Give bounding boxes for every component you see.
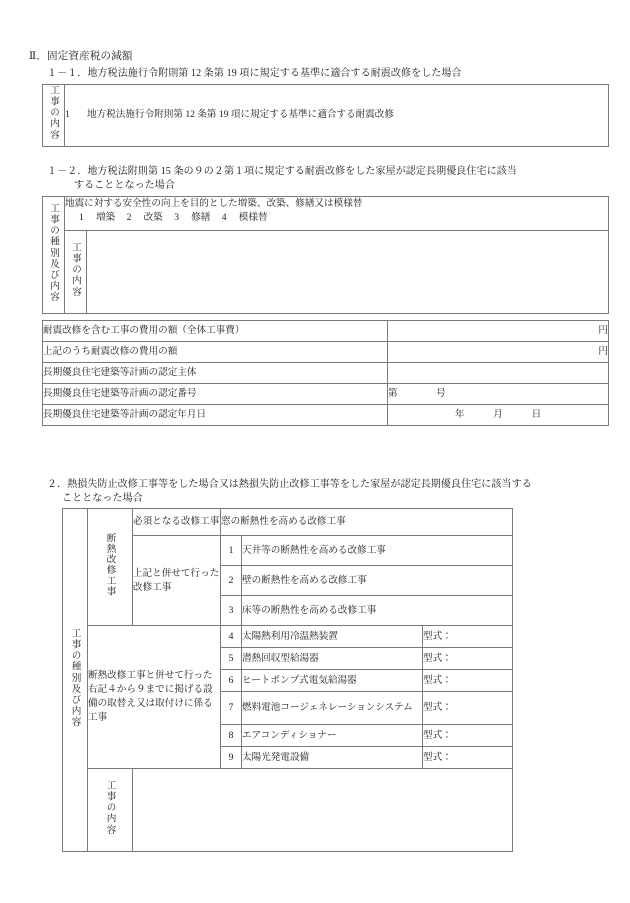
choice-number: 2 [126, 212, 132, 223]
choice-list [65, 211, 608, 225]
choice-label: 修繕 [191, 212, 211, 223]
equipment-item-text: ヒートポンプ式電気給湯器 [242, 670, 423, 692]
equipment-model-field[interactable] [423, 725, 513, 747]
model-label: 型式： [423, 674, 452, 686]
row-label-koji-naiyo [65, 231, 87, 314]
page-title: Ⅱ．固定資産税の減額 [29, 51, 133, 62]
section-1-2-heading-line1: １－２．地方税法附則第 15 条の９の２第１項に規定する耐震改修をした家屋が認定長期優良住宅に該当 [47, 166, 517, 177]
section-1-2-detail-table [42, 320, 609, 426]
equipment-item-number[interactable]: 7 [221, 692, 242, 725]
detail-row-label: 耐震改修を含む工事の費用の額（全体工事費） [43, 321, 388, 342]
section-1-2-heading-line2: することとなった場合 [74, 180, 175, 191]
vertical-label: 工事の内容 [48, 85, 59, 141]
choice-option[interactable] [222, 211, 268, 225]
section-2-heading-line1: ２．熱損失防止改修工事等をした場合又は熱損失防止改修工事等をした家屋が認定長期優良住宅に該当する [47, 479, 532, 490]
combined-renovation-label: 上記と併せて行った改修工事 [133, 536, 221, 626]
equipment-group-label: 断熱改修工事と併せて行った右記４から９までに掲げる設備の取替え又は取付けに係る工事 [88, 626, 221, 769]
model-label: 型式： [423, 729, 452, 741]
required-renovation-label: 必須となる改修工事 [133, 509, 221, 536]
item-number: 1 [65, 109, 70, 121]
equipment-item-text: エアコンディショナー [242, 725, 423, 747]
vertical-label: 工事の内容 [104, 779, 116, 836]
table-row [63, 509, 513, 536]
required-renovation-text: 窓の断熱性を高める改修工事 [221, 509, 513, 536]
vertical-label: 工事の内容 [70, 241, 81, 298]
unit-yen: 円 [598, 346, 608, 357]
model-label: 型式： [423, 702, 452, 713]
table-row [63, 626, 513, 648]
equipment-item-number[interactable]: 9 [221, 747, 242, 769]
choice-label: 模様替 [238, 212, 268, 223]
group-label-dannetsu-kaishu-koji [88, 509, 133, 626]
equipment-item-number[interactable]: 4 [221, 626, 242, 648]
koji-naiyo-input[interactable] [87, 231, 609, 314]
row-label-koji-shubetsu-oyobi-naiyo [43, 197, 65, 314]
detail-row-value-yen[interactable] [388, 342, 609, 363]
detail-row-value-authority[interactable] [388, 363, 609, 384]
section-1-1-table [42, 84, 609, 147]
model-label: 型式： [423, 652, 452, 664]
section-1-2-table [42, 196, 609, 314]
unit-number: 第 号 [388, 388, 446, 399]
row-label-koji-naiyo [43, 85, 65, 147]
top-text: 地震に対する安全性の向上を目的とした増築、改築、修繕又は模様替 [65, 198, 363, 209]
equipment-model-field[interactable] [423, 747, 513, 769]
row-label-koji-shubetsu-oyobi-naiyo [63, 509, 88, 852]
combined-item-text: 天井等の断熱性を高める改修工事 [242, 536, 513, 566]
detail-row-label: 長期優良住宅建築等計画の認定主体 [43, 363, 388, 384]
section-1-1-heading: １－１．地方税法施行令附則第 12 条第 19 項に規定する基準に適合する耐震改修をした場合 [47, 68, 462, 79]
equipment-item-number[interactable]: 6 [221, 670, 242, 692]
equipment-item-number[interactable]: 5 [221, 648, 242, 670]
choice-label: 増築 [96, 212, 116, 223]
equipment-item-text: 太陽光発電設備 [242, 747, 423, 769]
table-row [43, 363, 609, 384]
koji-naiyo-input[interactable] [133, 769, 513, 852]
combined-item-number[interactable]: 3 [221, 596, 242, 626]
equipment-model-field[interactable] [423, 648, 513, 670]
equipment-item-text: 潜熱回収型給湯器 [242, 648, 423, 670]
combined-item-text: 床等の断熱性を高める改修工事 [242, 596, 513, 626]
combined-item-number[interactable]: 2 [221, 566, 242, 596]
section-1-1-item-cell [65, 85, 609, 147]
equipment-item-text: 燃料電池コージェネレーションシステム [242, 692, 423, 725]
unit-yen: 円 [598, 325, 608, 336]
section-1-2-top-cell [65, 197, 609, 231]
table-row [43, 197, 609, 231]
model-label: 型式： [423, 751, 452, 763]
equipment-item-number[interactable]: 8 [221, 725, 242, 747]
choice-option[interactable] [174, 211, 210, 225]
detail-row-label: 長期優良住宅建築等計画の認定番号 [43, 384, 388, 405]
combined-item-text: 壁の断熱性を高める改修工事 [242, 566, 513, 596]
table-row [63, 769, 513, 852]
detail-row-value-certnumber[interactable] [388, 384, 609, 405]
table-row [43, 85, 609, 147]
choice-option[interactable] [127, 211, 163, 225]
combined-item-number[interactable]: 1 [221, 536, 242, 566]
section-2-heading-line2: こととなった場合 [62, 493, 143, 504]
table-row [43, 342, 609, 363]
table-row [43, 321, 609, 342]
equipment-item-text: 太陽熱利用冷温熱装置 [242, 626, 423, 648]
vertical-label: 工事の種別及び内容 [48, 202, 59, 303]
equipment-model-field[interactable] [423, 626, 513, 648]
table-row [43, 384, 609, 405]
detail-row-value-yen[interactable] [388, 321, 609, 342]
equipment-model-field[interactable] [423, 692, 513, 725]
section-2-table [62, 508, 513, 852]
item-text: 地方税法施行令附則第 12 条第 19 項に規定する基準に適合する耐震改修 [87, 109, 394, 121]
choice-number: 1 [79, 212, 84, 223]
choice-number: 4 [221, 212, 227, 223]
vertical-label: 断熱改修工事 [104, 532, 116, 597]
equipment-model-field[interactable] [423, 670, 513, 692]
detail-row-label: 上記のうち耐震改修の費用の額 [43, 342, 388, 363]
choice-option[interactable] [79, 211, 115, 225]
detail-row-value-certdate[interactable] [388, 405, 609, 426]
detail-row-label: 長期優良住宅建築等計画の認定年月日 [43, 405, 388, 426]
vertical-label: 工事の種別及び内容 [69, 627, 81, 728]
row-label-koji-naiyo [88, 769, 133, 852]
choice-label: 改築 [143, 212, 163, 223]
unit-date: 年 月 日 [454, 409, 542, 420]
table-row [43, 231, 609, 314]
choice-number: 3 [174, 212, 179, 223]
model-label: 型式： [423, 630, 452, 642]
table-row [43, 405, 609, 426]
